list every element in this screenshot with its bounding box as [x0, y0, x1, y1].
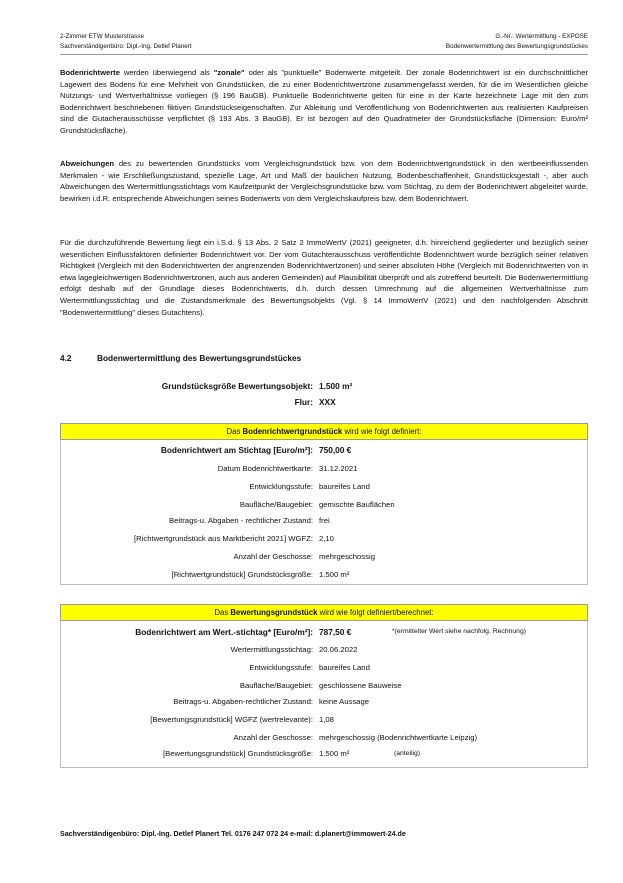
section-title: Bodenwertermittlung des Bewertungsgrundstückes: [97, 353, 302, 363]
brw-row-val: baureifes Land: [319, 482, 370, 491]
paragraph-text: werden überwiegend als: [119, 68, 214, 77]
bew-row-label: Baufläche/Baugebiet:: [239, 681, 313, 690]
bew-row-floors: [0, 733, 623, 750]
bew-row-label: Entwicklungsstufe:: [249, 663, 313, 672]
brw-row-label: Baufläche/Baugebiet:: [239, 500, 313, 509]
brw-row-label: Datum Bodenrichtwertkarte:: [217, 464, 313, 473]
brw-row-val: frei: [319, 516, 330, 525]
section-number: 4.2: [60, 353, 72, 363]
section-heading: [60, 353, 301, 363]
brw-row-floors: [0, 552, 623, 569]
brw-row-area-type: [0, 500, 623, 517]
brw-row-val: 750,00 €: [319, 445, 352, 455]
brw-row-val: 1.500 m²: [319, 570, 350, 579]
bew-row-val: 1,08: [319, 715, 334, 724]
page-header: [60, 32, 588, 55]
brw-box-suffix: wird wie folgt definiert:: [342, 427, 422, 436]
summary-flur-value: XXX: [319, 397, 336, 407]
brw-box-header: [60, 423, 588, 440]
paragraph-bewertung: Für die durchzuführende Bewertung liegt ein i.S.d. § 13 Abs. 2 Satz 2 ImmoWertV (2021) geeigneter, d.h. hinreichend gegliederter und bezüglich seiner wesentlichen Einflussfaktoren definierter Bodenrichtwert vor. Der vom Gutachterausschuss veröffentlichte Bodenrichtwert wurde bezüglich seiner relativen Richtigkeit (Vergleich mit den Bodenrichtwerten der angrenzenden Bodenrichtwertzonen) und seiner absoluten Höhe (Vergleich mit Bodenrichtwerten von in etwa lagegleichwertigen Bodenrichtwertzonen, auch aus anderen Gemeinden) auf Plausibilität überprüft und als zutreffend beurteilt. Die Bodenwertermittlung erfolgt deshalb auf der Grundlage dieses Bodenrichtwerts, d.h. durch dessen Umrechnung auf die allgemeinen Wertverhältnisse zum Wertermittlungsstichtag und die Zustandsmerkmale des Bewertungsobjekts (Vgl. § 14 ImmoWertV (2021) und den nachfolgenden Abschnitt "Bodenwertermittlung" dieses Gutachtens).: [60, 238, 588, 317]
bew-row-note: *(ermittelter Wert siehe nachfolg. Rechnung): [392, 628, 526, 635]
brw-row-size: [0, 570, 623, 587]
brw-row-value: [0, 445, 623, 462]
brw-row-label: [Richtwertgrundstück] Grundstücksgröße:: [171, 570, 313, 579]
brw-row-date: [0, 464, 623, 481]
summary-flur-row: [0, 397, 623, 414]
bew-row-label: Bodenrichtwert am Wert.-stichtag* [Euro/m²]:: [135, 627, 313, 637]
header-office: Sachverständigenbüro: Dipl.-Ing. Detlef Planert: [60, 43, 192, 50]
summary-size-label: Grundstücksgröße Bewertungsobjekt:: [161, 381, 313, 391]
brw-row-label: Beitrags-u. Abgaben - rechtlicher Zustand:: [168, 516, 313, 525]
brw-row-label: Bodenrichtwert am Stichtag [Euro/m²]:: [160, 445, 313, 455]
term-zonale: "zonale": [213, 68, 245, 77]
bew-row-val: 787,50 €: [319, 627, 352, 637]
summary-size-row: [0, 381, 623, 398]
bew-row-label: [Bewertungsgrundstück] WGFZ (wertrelevante):: [150, 715, 313, 724]
bew-row-label: Beitrags-u. Abgaben-rechtlicher Zustand:: [173, 697, 313, 706]
bew-row-date: [0, 645, 623, 662]
brw-row-stage: [0, 482, 623, 499]
brw-box-prefix: Das: [226, 427, 243, 436]
bew-row-val: mehrgeschossig (Bodenrichtwertkarte Leipzig): [319, 733, 478, 742]
bew-row-val: 1.500 m²: [319, 749, 350, 758]
bew-row-label: Anzahl der Geschosse:: [233, 733, 313, 742]
bew-row-note: (anteilig): [394, 750, 421, 757]
bew-row-value: [0, 627, 623, 644]
page-footer: Sachverständigenbüro: Dipl.-Ing. Detlef Planert Tel. 0176 247 072 24 e-mail: d.planert@immowert-24.de: [60, 830, 406, 838]
paragraph-text: oder als "punktuelle" Bodenwerte mitgeteilt. Der zonale Bodenrichtwert ist ein durchschnittlicher Lagewert des Bodens für eine Mehrheit von Grundstücken, die zu einer Bodenrichtwertzone zusammengefasst werden, für die im Wesentlichen gleiche Nutzungs- und Wertverhältnisse vorliegen (§ 196 BauGB). Punktuelle Bodenrichtwerte gelten für eine in der Karte bezeichnete Lage mit den zum Bodenrichtwert beschriebenen fiktiven Grundstückseigenschaften. Zur Ableitung und Veröffentlichung von Bodenrichtwerten aus realisierten Kaufpreisen sind die Gutacherausschüsse verpflichtet (§ 193 Abs. 3 BauGB). Er ist bezogen auf den Quadratmeter der Grundstücksfläche (Dimension: Euro/m² Grundstücksfläche).: [60, 68, 588, 135]
bew-box-header: [60, 604, 588, 621]
bew-row-val: keine Aussage: [319, 697, 370, 706]
bew-row-val: baureifes Land: [319, 663, 370, 672]
header-chapter: Bodenwertermittlung des Bewertungsgrundstückes: [445, 43, 588, 50]
bew-row-legal: [0, 697, 623, 714]
brw-row-val: gemischte Bauflächen: [319, 500, 395, 509]
brw-box-term: Bodenrichtwertgrundstück: [242, 427, 343, 436]
summary-flur-label: Flur:: [294, 397, 313, 407]
paragraph-bodenrichtwerte: [60, 67, 588, 137]
brw-row-val: 2,10: [319, 534, 334, 543]
bew-row-stage: [0, 663, 623, 680]
brw-row-val: 31.12.2021: [319, 464, 358, 473]
bew-box-suffix: wird wie folgt definiert/berechnet:: [317, 608, 434, 617]
bew-box-prefix: Das: [214, 608, 231, 617]
term-bodenrichtwerte: Bodenrichtwerte: [60, 68, 120, 77]
brw-row-legal: [0, 516, 623, 533]
brw-row-val: mehrgeschossig: [319, 552, 375, 561]
brw-row-label: [Richtwertgrundstück aus Marktbericht 2021] WGFZ:: [133, 534, 313, 543]
paragraph-text: des zu bewertenden Grundstücks vom Vergleichsgrundstück bzw. von dem Bodenrichtwertgrundstück in den wertbeeinflussenden Merkmalen - wie Erschließungszustand, spezielle Lage, Art und Maß der baulichen Nutzung, Bodenbeschaffenheit, Grundstücksgestalt -, aber auch Abweichungen des Wertermittlungsstichtags vom Kaufzeitpunkt der Vergleichsgrundstücke bzw. vom Stichtag, zu dem der Bodenrichtwert abgeleitet wurde, bewirken i.d.R. entsprechende Abweichungen seines Bodenwerts von dem Vergleichskaufpreis bzw. dem Bodenrichtwert.: [60, 159, 588, 203]
header-document-number: G.-Nr.: Wertermittlung - EXPOSE: [495, 33, 588, 40]
bew-row-size: [0, 749, 623, 766]
bew-row-val: 20.06.2022: [319, 645, 358, 654]
bew-row-label: Wertermittlungsstichtag:: [230, 645, 313, 654]
bew-row-area-type: [0, 681, 623, 698]
summary-size-value: 1.500 m²: [319, 381, 353, 391]
brw-row-wgfz: [0, 534, 623, 551]
bew-row-val: geschlossene Bauweise: [319, 681, 402, 690]
term-abweichungen: Abweichungen: [60, 159, 115, 168]
brw-row-label: Anzahl der Geschosse:: [233, 552, 313, 561]
header-object-title: 2-Zimmer ETW Musterstrasse: [60, 33, 144, 40]
paragraph-abweichungen: [60, 158, 588, 204]
brw-row-label: Entwicklungsstufe:: [249, 482, 313, 491]
bew-row-wgfz: [0, 715, 623, 732]
bew-box-term: Bewertungsgrundstück: [230, 608, 318, 617]
bew-row-label: [Bewertungsgrundstück] Grundstücksgröße:: [163, 749, 313, 758]
